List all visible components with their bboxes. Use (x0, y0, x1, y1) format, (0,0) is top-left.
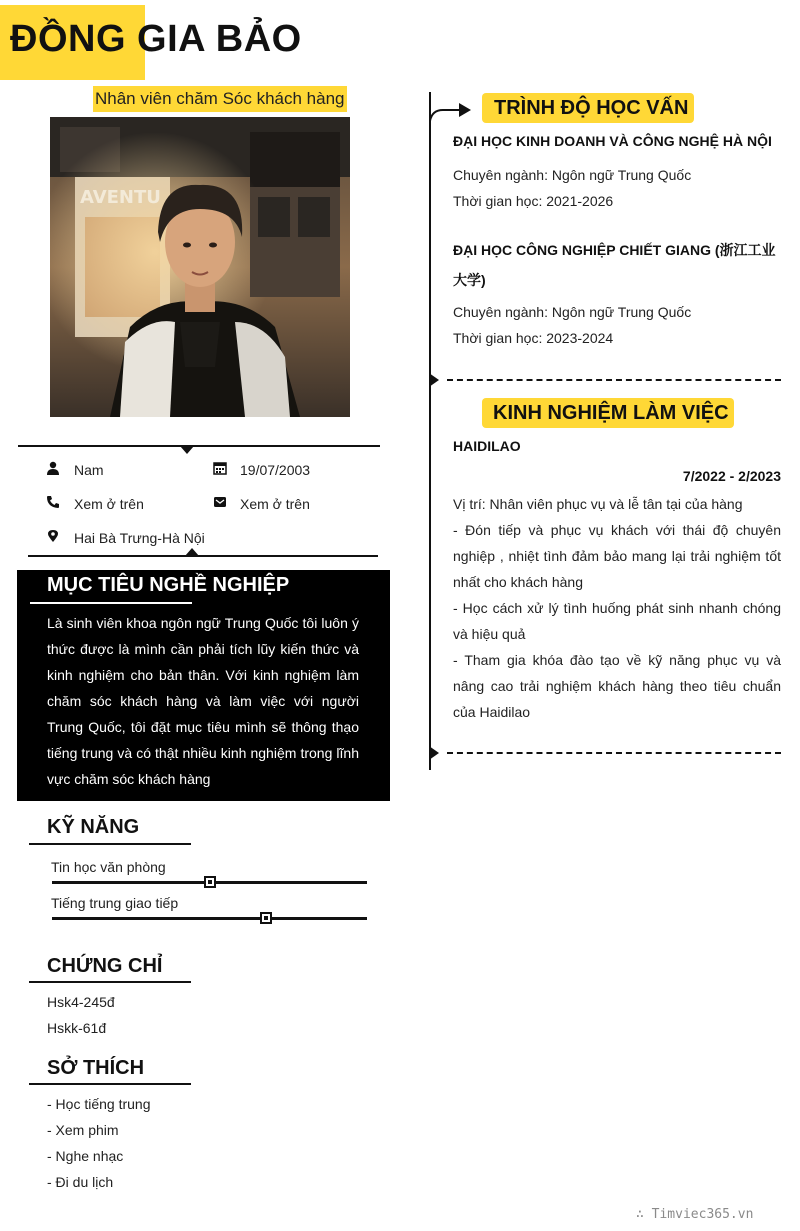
hobbies-underline (29, 1083, 191, 1085)
work-period: 7/2022 - 2/2023 (682, 468, 781, 484)
phone-icon (46, 495, 60, 514)
skill-level-handle (204, 876, 216, 888)
certificates-title: CHỨNG CHỈ (47, 955, 163, 977)
school-major: Chuyên ngành: Ngôn ngữ Trung Quốc (453, 304, 692, 320)
company-name: HAIDILAO (453, 438, 521, 454)
skill-level-handle (260, 912, 272, 924)
watermark: ∴ Timviec365.vn (636, 1207, 754, 1222)
user-icon (46, 461, 60, 480)
address-value: Hai Bà Trưng-Hà Nội (74, 530, 205, 546)
certificate-item: Hsk4-245đ (47, 994, 115, 1010)
profile-photo (50, 117, 350, 417)
timeline-marker (429, 746, 439, 760)
objective-text: Là sinh viên khoa ngôn ngữ Trung Quốc tôi luôn ý thức được là mình cần phải tích lũy kiến thức và kinh nghiệm cho bản thân. Với kinh nghiệm làm chăm sóc khách hàng và làm việc với người Trung Quốc, tôi đặt mục tiêu mình sẽ thông thạo tiếng trung và có thật nhiều kinh nghiệm trong lĩnh vực chăm sóc khách hàng (47, 615, 359, 787)
school-name: ĐẠI HỌC KINH DOANH VÀ CÔNG NGHỆ HÀ NỘI (453, 133, 772, 149)
skill-name: Tin học văn phòng (51, 859, 166, 875)
info-bottom-divider (28, 555, 378, 557)
school-time: Thời gian học: 2023-2024 (453, 330, 614, 346)
timeline-marker (429, 373, 439, 387)
school-name: ĐẠI HỌC CÔNG NGHIỆP CHIẾT GIANG (浙江工业 (453, 242, 776, 258)
hobby-item: - Nghe nhạc (47, 1148, 124, 1164)
email-value: Xem ở trên (240, 496, 310, 512)
candidate-name: ĐỒNG GIA BẢO (10, 18, 302, 60)
objective-underline (30, 602, 192, 604)
education-title: TRÌNH ĐỘ HỌC VẤN (494, 97, 689, 119)
calendar-icon (213, 461, 227, 480)
school-time: Thời gian học: 2021-2026 (453, 193, 614, 209)
birthday-value: 19/07/2003 (240, 462, 311, 478)
certificate-item: Hskk-61đ (47, 1020, 107, 1036)
arrow-right-icon (429, 98, 473, 127)
certificates-underline (29, 981, 191, 983)
email-icon (213, 495, 227, 514)
info-top-divider (18, 445, 380, 447)
divider-arrow-down (180, 446, 194, 454)
skills-underline (29, 843, 191, 845)
job-title: Nhân viên chăm Sóc khách hàng (93, 86, 347, 112)
position-line: Vị trí: Nhân viên phục vụ và lễ tân tại của hàng (453, 496, 743, 512)
duty-item: - Tham gia khóa đào tạo về kỹ năng phục vụ và nâng cao trải nghiệm khách hàng theo tiêu chuẩn của Haidilao (453, 652, 781, 720)
duty-item: - Học cách xử lý tình huống phát sinh nhanh chóng và hiệu quả (453, 600, 781, 642)
hobby-item: - Xem phim (47, 1122, 119, 1138)
hobbies-title: SỞ THÍCH (47, 1057, 145, 1079)
hobby-item: - Đi du lịch (47, 1174, 114, 1190)
phone-value: Xem ở trên (74, 496, 144, 512)
section-divider-dashed (447, 752, 781, 754)
section-divider-dashed (447, 379, 781, 381)
shop-sign-text: AVENTU (80, 187, 161, 208)
experience-details (453, 491, 781, 725)
experience-title: KINH NGHIỆM LÀM VIỆC (493, 402, 729, 424)
hobby-item: - Học tiếng trung (47, 1096, 151, 1112)
school-name-continued: 大学) (453, 272, 486, 288)
skills-title: KỸ NĂNG (47, 816, 140, 838)
location-icon (46, 529, 60, 548)
timeline-line (429, 92, 431, 770)
skill-bar (52, 917, 367, 920)
skill-name: Tiếng trung giao tiếp (51, 895, 179, 911)
objective-title: MỤC TIÊU NGHỀ NGHIỆP (47, 574, 290, 596)
school-major: Chuyên ngành: Ngôn ngữ Trung Quốc (453, 167, 692, 183)
duty-item: - Đón tiếp và phục vụ khách với thái độ chuyên nghiệp , nhiệt tình đảm bảo mang lại trải nghiệm tốt nhất cho khách hàng (453, 522, 781, 590)
gender-value: Nam (74, 462, 104, 478)
